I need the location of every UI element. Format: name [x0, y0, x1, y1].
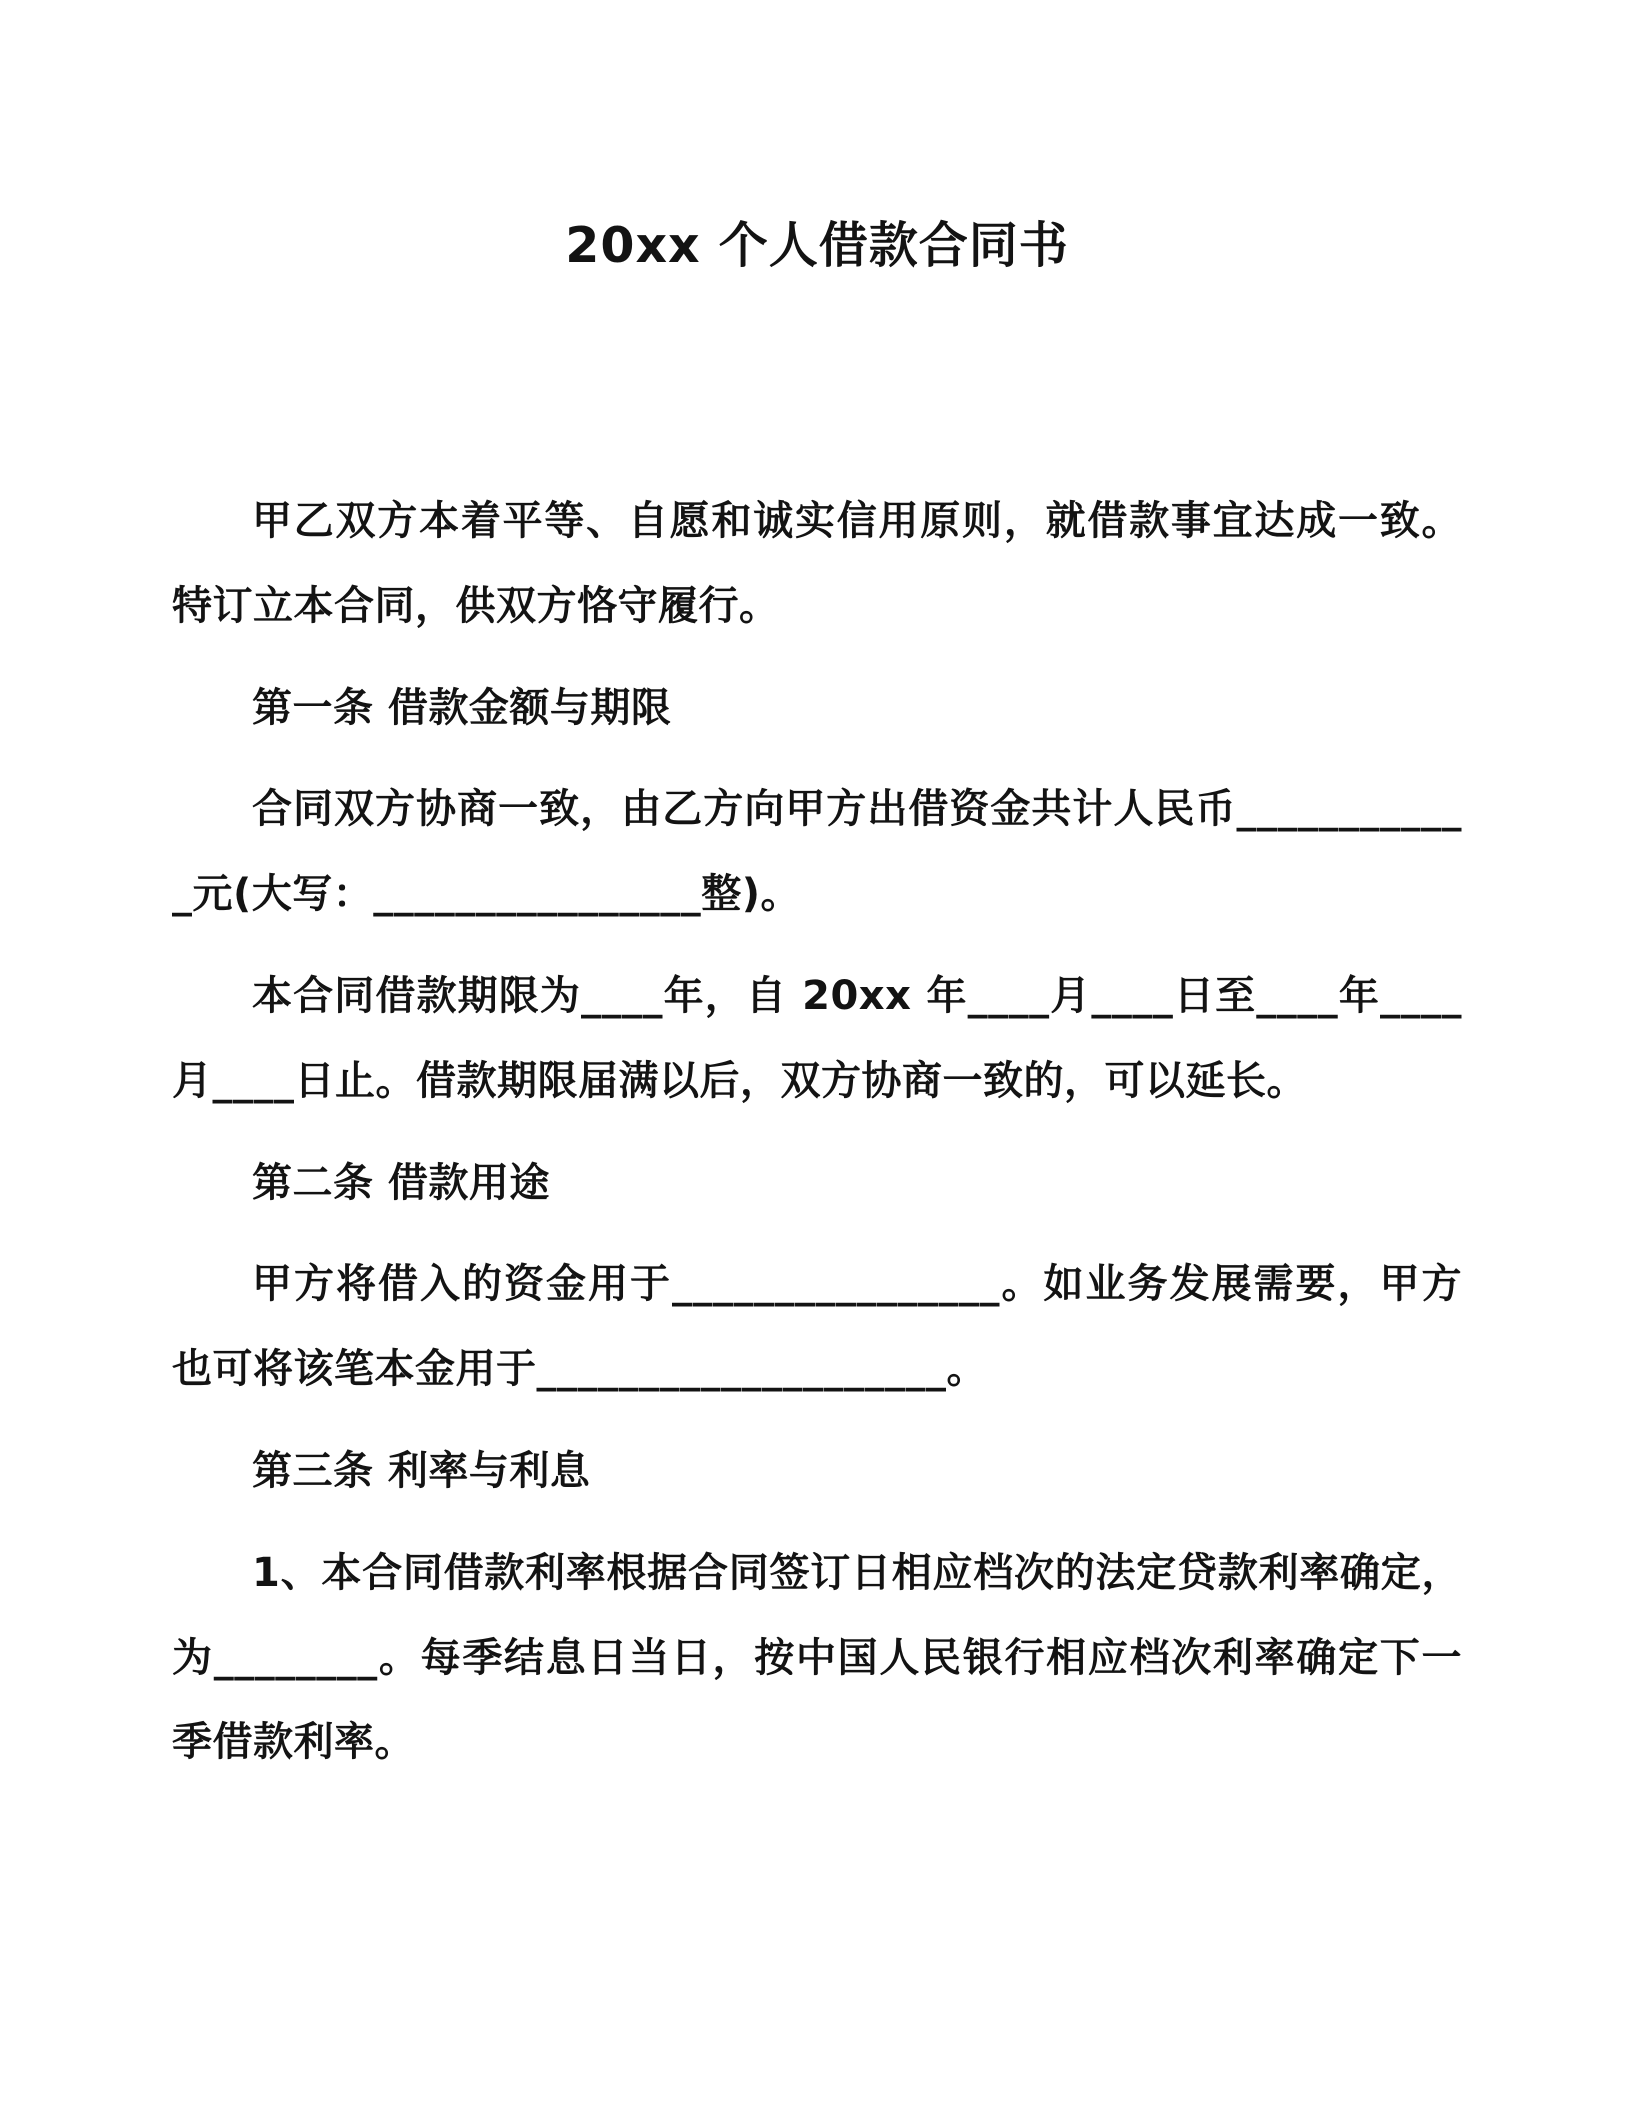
contract-title: 20xx 个人借款合同书	[565, 217, 1069, 274]
paragraph-interest-rate: 1、本合同借款利率根据合同签订日相应档次的法定贷款利率确定，为________。每季结息日当日，按中国人民银行相应档次利率确定下一季借款利率。	[172, 1549, 1462, 1766]
heading-article-2: 第二条 借款用途	[252, 1159, 550, 1206]
paragraph-loan-purpose: 甲方将借入的资金用于________________。如业务发展需要，甲方也可将该笔本金用于____________________。	[172, 1261, 1462, 1393]
document-body	[172, 479, 1462, 1785]
heading-article-3: 第三条 利率与利息	[252, 1448, 591, 1495]
heading-article-1: 第一条 借款金额与期限	[252, 684, 672, 731]
paragraph-intro: 甲乙双方本着平等、自愿和诚实信用原则，就借款事宜达成一致。特订立本合同，供双方恪守履行。	[172, 498, 1462, 629]
paragraph-loan-term: 本合同借款期限为____年，自 20xx 年____月____日至____年____月____日止。借款期限届满以后，双方协商一致的，可以延长。	[172, 973, 1462, 1104]
paragraph-loan-amount: 合同双方协商一致，由乙方向甲方出借资金共计人民币____________元(大写：________________整)。	[172, 786, 1462, 918]
